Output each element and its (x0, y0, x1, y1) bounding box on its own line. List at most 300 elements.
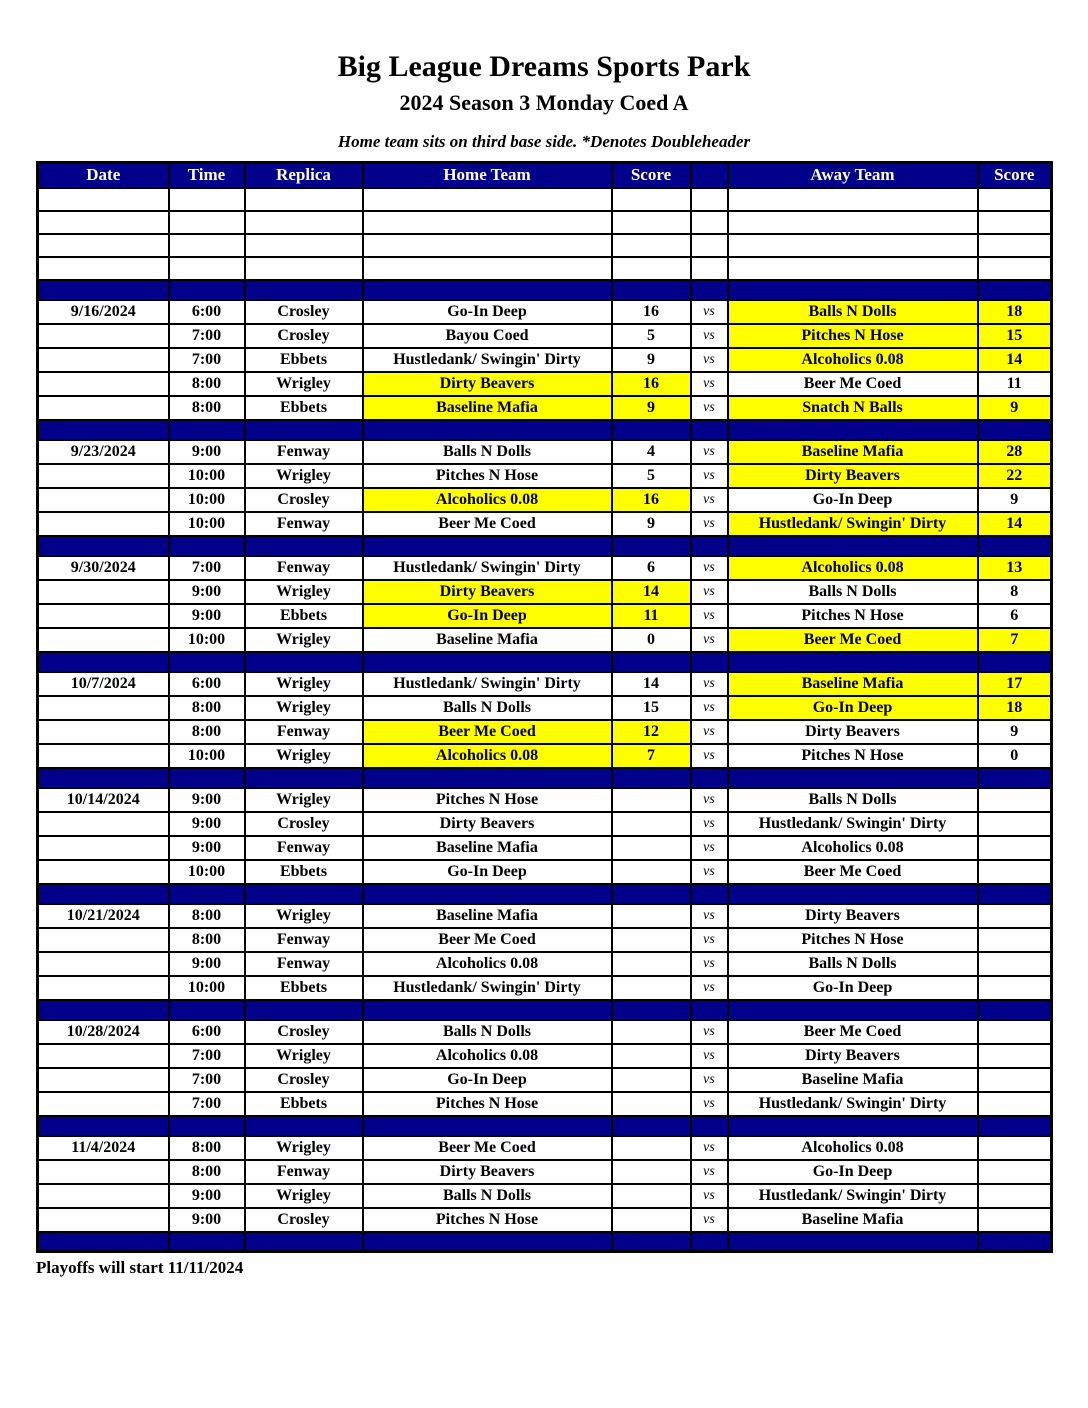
away-team-cell: Alcoholics 0.08 (728, 836, 978, 860)
away-score-cell: 17 (978, 672, 1052, 696)
date-cell (38, 884, 169, 904)
date-cell (38, 720, 169, 744)
away-team-cell (728, 234, 978, 257)
game-row (38, 512, 1052, 536)
vs-cell: vs (691, 696, 728, 720)
home-score-cell (612, 280, 691, 300)
date-cell (38, 188, 169, 211)
time-cell (169, 1116, 245, 1136)
home-team-cell: Balls N Dolls (363, 1020, 612, 1044)
away-score-cell (978, 420, 1052, 440)
time-cell: 10:00 (169, 860, 245, 884)
replica-cell: Fenway (245, 512, 363, 536)
away-team-cell: Dirty Beavers (728, 720, 978, 744)
vs-cell (691, 234, 728, 257)
home-team-cell: Balls N Dolls (363, 1184, 612, 1208)
vs-cell: vs (691, 324, 728, 348)
date-cell (38, 536, 169, 556)
time-cell (169, 280, 245, 300)
time-cell (169, 884, 245, 904)
replica-cell: Crosley (245, 1020, 363, 1044)
away-score-cell: 14 (978, 348, 1052, 372)
away-team-cell: Balls N Dolls (728, 580, 978, 604)
game-row (38, 488, 1052, 512)
home-score-cell (612, 884, 691, 904)
date-cell (38, 604, 169, 628)
home-team-cell: Baseline Mafia (363, 836, 612, 860)
home-team-cell: Beer Me Coed (363, 720, 612, 744)
date-cell (38, 348, 169, 372)
home-score-cell (612, 257, 691, 280)
empty-row (38, 257, 1052, 280)
home-score-cell (612, 1116, 691, 1136)
game-row (38, 836, 1052, 860)
away-team-cell: Hustledank/ Swingin' Dirty (728, 812, 978, 836)
home-score-cell (612, 1208, 691, 1232)
date-cell: 9/23/2024 (38, 440, 169, 464)
vs-cell: vs (691, 928, 728, 952)
home-team-cell (363, 652, 612, 672)
game-row (38, 1092, 1052, 1116)
replica-cell: Ebbets (245, 348, 363, 372)
vs-cell: vs (691, 300, 728, 324)
away-score-cell (978, 812, 1052, 836)
home-score-cell (612, 1000, 691, 1020)
vs-cell: vs (691, 860, 728, 884)
game-row (38, 976, 1052, 1000)
home-score-cell (612, 1136, 691, 1160)
date-cell (38, 1208, 169, 1232)
away-score-cell (978, 1092, 1052, 1116)
home-team-cell (363, 884, 612, 904)
separator-row (38, 652, 1052, 672)
home-team-cell: Baseline Mafia (363, 396, 612, 420)
vs-cell: vs (691, 464, 728, 488)
date-cell (38, 372, 169, 396)
home-team-cell: Baseline Mafia (363, 904, 612, 928)
game-row (38, 952, 1052, 976)
home-team-cell: Balls N Dolls (363, 696, 612, 720)
replica-cell: Fenway (245, 952, 363, 976)
vs-cell: vs (691, 976, 728, 1000)
away-team-cell: Alcoholics 0.08 (728, 348, 978, 372)
column-header: Replica (245, 163, 363, 188)
home-team-cell: Beer Me Coed (363, 512, 612, 536)
game-row (38, 696, 1052, 720)
game-row (38, 372, 1052, 396)
away-score-cell (978, 1136, 1052, 1160)
vs-cell (691, 420, 728, 440)
time-cell: 8:00 (169, 928, 245, 952)
home-score-cell (612, 1092, 691, 1116)
vs-cell: vs (691, 628, 728, 652)
game-row (38, 1044, 1052, 1068)
vs-cell: vs (691, 672, 728, 696)
replica-cell: Ebbets (245, 604, 363, 628)
vs-cell: vs (691, 836, 728, 860)
away-team-cell (728, 420, 978, 440)
game-row (38, 1020, 1052, 1044)
game-row (38, 720, 1052, 744)
replica-cell: Fenway (245, 720, 363, 744)
home-score-cell (612, 1232, 691, 1252)
away-score-cell (978, 904, 1052, 928)
replica-cell: Crosley (245, 812, 363, 836)
home-score-cell (612, 1068, 691, 1092)
away-team-cell: Baseline Mafia (728, 440, 978, 464)
date-cell (38, 812, 169, 836)
time-cell: 7:00 (169, 1068, 245, 1092)
game-row (38, 300, 1052, 324)
time-cell: 9:00 (169, 1208, 245, 1232)
vs-cell: vs (691, 488, 728, 512)
home-team-cell: Alcoholics 0.08 (363, 744, 612, 768)
time-cell: 8:00 (169, 372, 245, 396)
replica-cell (245, 768, 363, 788)
separator-row (38, 420, 1052, 440)
home-team-cell: Beer Me Coed (363, 1136, 612, 1160)
away-score-cell: 14 (978, 512, 1052, 536)
home-team-cell: Hustledank/ Swingin' Dirty (363, 556, 612, 580)
vs-cell: vs (691, 720, 728, 744)
home-team-cell: Pitches N Hose (363, 1208, 612, 1232)
vs-cell (691, 280, 728, 300)
away-score-cell (978, 928, 1052, 952)
time-cell: 7:00 (169, 324, 245, 348)
home-score-cell (612, 952, 691, 976)
vs-cell: vs (691, 1020, 728, 1044)
away-score-cell: 9 (978, 720, 1052, 744)
game-row (38, 672, 1052, 696)
home-team-cell: Pitches N Hose (363, 788, 612, 812)
time-cell: 9:00 (169, 604, 245, 628)
home-team-cell (363, 234, 612, 257)
time-cell: 9:00 (169, 580, 245, 604)
vs-cell: vs (691, 952, 728, 976)
game-row (38, 396, 1052, 420)
home-score-cell (612, 788, 691, 812)
table-header-row (38, 163, 1052, 188)
vs-cell: vs (691, 440, 728, 464)
vs-cell: vs (691, 348, 728, 372)
time-cell (169, 768, 245, 788)
separator-row (38, 1116, 1052, 1136)
playoffs-note: Playoffs will start 11/11/2024 (36, 1258, 244, 1277)
home-team-cell: Go-In Deep (363, 604, 612, 628)
away-team-cell: Alcoholics 0.08 (728, 556, 978, 580)
home-team-cell: Go-In Deep (363, 860, 612, 884)
away-team-cell: Pitches N Hose (728, 324, 978, 348)
away-team-cell: Snatch N Balls (728, 396, 978, 420)
vs-cell: vs (691, 788, 728, 812)
vs-cell (691, 188, 728, 211)
replica-cell (245, 420, 363, 440)
replica-cell: Ebbets (245, 396, 363, 420)
date-cell: 10/21/2024 (38, 904, 169, 928)
away-score-cell (978, 1160, 1052, 1184)
away-team-cell (728, 280, 978, 300)
away-team-cell: Baseline Mafia (728, 1208, 978, 1232)
date-cell (38, 652, 169, 672)
away-team-cell: Dirty Beavers (728, 1044, 978, 1068)
away-score-cell: 9 (978, 396, 1052, 420)
date-cell (38, 420, 169, 440)
time-cell: 6:00 (169, 300, 245, 324)
away-team-cell (728, 1232, 978, 1252)
home-score-cell: 5 (612, 324, 691, 348)
away-score-cell: 9 (978, 488, 1052, 512)
home-team-cell: Dirty Beavers (363, 1160, 612, 1184)
home-score-cell: 7 (612, 744, 691, 768)
game-row (38, 1136, 1052, 1160)
time-cell (169, 257, 245, 280)
home-team-cell (363, 188, 612, 211)
replica-cell: Crosley (245, 300, 363, 324)
away-score-cell: 11 (978, 372, 1052, 396)
replica-cell: Wrigley (245, 788, 363, 812)
home-team-cell: Baseline Mafia (363, 628, 612, 652)
away-score-cell (978, 1020, 1052, 1044)
replica-cell: Wrigley (245, 696, 363, 720)
home-score-cell: 9 (612, 348, 691, 372)
time-cell: 8:00 (169, 696, 245, 720)
time-cell: 10:00 (169, 464, 245, 488)
vs-cell: vs (691, 1092, 728, 1116)
time-cell: 10:00 (169, 976, 245, 1000)
away-score-cell: 15 (978, 324, 1052, 348)
time-cell: 7:00 (169, 348, 245, 372)
replica-cell (245, 1116, 363, 1136)
replica-cell (245, 884, 363, 904)
home-score-cell: 9 (612, 396, 691, 420)
home-team-cell (363, 1232, 612, 1252)
home-team-cell: Balls N Dolls (363, 440, 612, 464)
away-score-cell: 18 (978, 300, 1052, 324)
date-cell (38, 257, 169, 280)
replica-cell (245, 1000, 363, 1020)
away-team-cell: Pitches N Hose (728, 928, 978, 952)
away-team-cell: Pitches N Hose (728, 604, 978, 628)
replica-cell: Wrigley (245, 904, 363, 928)
away-team-cell (728, 211, 978, 234)
home-team-cell: Alcoholics 0.08 (363, 1044, 612, 1068)
vs-cell (691, 257, 728, 280)
away-score-cell (978, 280, 1052, 300)
time-cell: 8:00 (169, 1136, 245, 1160)
away-team-cell (728, 188, 978, 211)
home-score-cell (612, 1184, 691, 1208)
home-team-cell (363, 211, 612, 234)
home-score-cell: 15 (612, 696, 691, 720)
away-score-cell (978, 1232, 1052, 1252)
time-cell (169, 188, 245, 211)
away-score-cell (978, 257, 1052, 280)
time-cell: 9:00 (169, 952, 245, 976)
column-header: Away Team (728, 163, 978, 188)
replica-cell: Wrigley (245, 1044, 363, 1068)
vs-cell (691, 1232, 728, 1252)
date-cell (38, 1092, 169, 1116)
time-cell: 10:00 (169, 512, 245, 536)
home-score-cell (612, 1020, 691, 1044)
vs-cell: vs (691, 1044, 728, 1068)
home-team-cell: Alcoholics 0.08 (363, 952, 612, 976)
replica-cell (245, 536, 363, 556)
vs-cell (691, 211, 728, 234)
vs-cell: vs (691, 1068, 728, 1092)
date-cell (38, 744, 169, 768)
time-cell: 6:00 (169, 1020, 245, 1044)
away-score-cell (978, 860, 1052, 884)
replica-cell: Fenway (245, 836, 363, 860)
time-cell: 10:00 (169, 488, 245, 512)
home-score-cell: 16 (612, 300, 691, 324)
away-team-cell: Beer Me Coed (728, 628, 978, 652)
replica-cell: Ebbets (245, 860, 363, 884)
time-cell: 9:00 (169, 812, 245, 836)
home-team-cell: Dirty Beavers (363, 812, 612, 836)
home-score-cell (612, 652, 691, 672)
replica-cell: Crosley (245, 488, 363, 512)
away-team-cell: Baseline Mafia (728, 1068, 978, 1092)
game-row (38, 812, 1052, 836)
game-row (38, 440, 1052, 464)
replica-cell: Wrigley (245, 744, 363, 768)
vs-cell: vs (691, 396, 728, 420)
away-score-cell (978, 536, 1052, 556)
vs-cell: vs (691, 1136, 728, 1160)
home-team-cell: Hustledank/ Swingin' Dirty (363, 348, 612, 372)
away-team-cell: Alcoholics 0.08 (728, 1136, 978, 1160)
time-cell: 9:00 (169, 1184, 245, 1208)
away-score-cell (978, 788, 1052, 812)
home-team-cell: Hustledank/ Swingin' Dirty (363, 976, 612, 1000)
home-team-cell (363, 536, 612, 556)
replica-cell (245, 211, 363, 234)
home-team-cell (363, 257, 612, 280)
away-team-cell: Go-In Deep (728, 976, 978, 1000)
time-cell: 8:00 (169, 904, 245, 928)
home-score-cell: 0 (612, 628, 691, 652)
away-team-cell: Hustledank/ Swingin' Dirty (728, 1184, 978, 1208)
game-row (38, 604, 1052, 628)
home-team-cell: Pitches N Hose (363, 1092, 612, 1116)
away-score-cell: 8 (978, 580, 1052, 604)
vs-cell (691, 536, 728, 556)
away-score-cell (978, 1208, 1052, 1232)
game-row (38, 580, 1052, 604)
home-team-cell (363, 1116, 612, 1136)
replica-cell: Wrigley (245, 1136, 363, 1160)
game-row (38, 860, 1052, 884)
game-row (38, 904, 1052, 928)
date-cell (38, 860, 169, 884)
game-row (38, 464, 1052, 488)
time-cell: 6:00 (169, 672, 245, 696)
date-cell (38, 1184, 169, 1208)
home-team-note: Home team sits on third base side. *Denotes Doubleheader (337, 132, 751, 151)
replica-cell: Wrigley (245, 372, 363, 396)
home-score-cell (612, 860, 691, 884)
replica-cell (245, 188, 363, 211)
vs-cell (691, 884, 728, 904)
time-cell: 7:00 (169, 1092, 245, 1116)
empty-row (38, 234, 1052, 257)
home-score-cell: 11 (612, 604, 691, 628)
away-score-cell: 28 (978, 440, 1052, 464)
away-team-cell: Go-In Deep (728, 488, 978, 512)
time-cell: 9:00 (169, 440, 245, 464)
away-score-cell: 22 (978, 464, 1052, 488)
time-cell (169, 420, 245, 440)
away-team-cell: Pitches N Hose (728, 744, 978, 768)
away-score-cell (978, 952, 1052, 976)
replica-cell (245, 652, 363, 672)
home-team-cell: Dirty Beavers (363, 580, 612, 604)
away-score-cell (978, 976, 1052, 1000)
time-cell: 10:00 (169, 628, 245, 652)
time-cell: 10:00 (169, 744, 245, 768)
home-score-cell: 16 (612, 372, 691, 396)
home-score-cell: 14 (612, 672, 691, 696)
column-header: Home Team (363, 163, 612, 188)
vs-cell: vs (691, 812, 728, 836)
vs-cell (691, 652, 728, 672)
vs-cell: vs (691, 556, 728, 580)
replica-cell: Fenway (245, 928, 363, 952)
home-team-cell: Go-In Deep (363, 1068, 612, 1092)
game-row (38, 928, 1052, 952)
date-cell (38, 1160, 169, 1184)
home-score-cell (612, 1044, 691, 1068)
date-cell (38, 1044, 169, 1068)
date-cell (38, 512, 169, 536)
schedule-table (36, 161, 1053, 1253)
time-cell (169, 1232, 245, 1252)
vs-cell: vs (691, 1160, 728, 1184)
vs-cell: vs (691, 1184, 728, 1208)
game-row (38, 788, 1052, 812)
replica-cell: Crosley (245, 1208, 363, 1232)
date-cell: 10/14/2024 (38, 788, 169, 812)
home-team-cell: Alcoholics 0.08 (363, 488, 612, 512)
empty-row (38, 211, 1052, 234)
date-cell (38, 976, 169, 1000)
away-score-cell (978, 1116, 1052, 1136)
date-cell (38, 1068, 169, 1092)
away-team-cell (728, 768, 978, 788)
vs-cell: vs (691, 372, 728, 396)
away-team-cell: Hustledank/ Swingin' Dirty (728, 512, 978, 536)
replica-cell (245, 257, 363, 280)
home-score-cell: 12 (612, 720, 691, 744)
column-header: Date (38, 163, 169, 188)
away-score-cell (978, 1184, 1052, 1208)
away-score-cell: 7 (978, 628, 1052, 652)
date-cell (38, 768, 169, 788)
replica-cell: Wrigley (245, 1184, 363, 1208)
date-cell (38, 1232, 169, 1252)
date-cell (38, 1000, 169, 1020)
replica-cell: Wrigley (245, 580, 363, 604)
replica-cell: Wrigley (245, 464, 363, 488)
time-cell: 8:00 (169, 720, 245, 744)
time-cell: 8:00 (169, 396, 245, 420)
away-score-cell (978, 1044, 1052, 1068)
date-cell (38, 324, 169, 348)
replica-cell: Wrigley (245, 672, 363, 696)
game-row (38, 324, 1052, 348)
